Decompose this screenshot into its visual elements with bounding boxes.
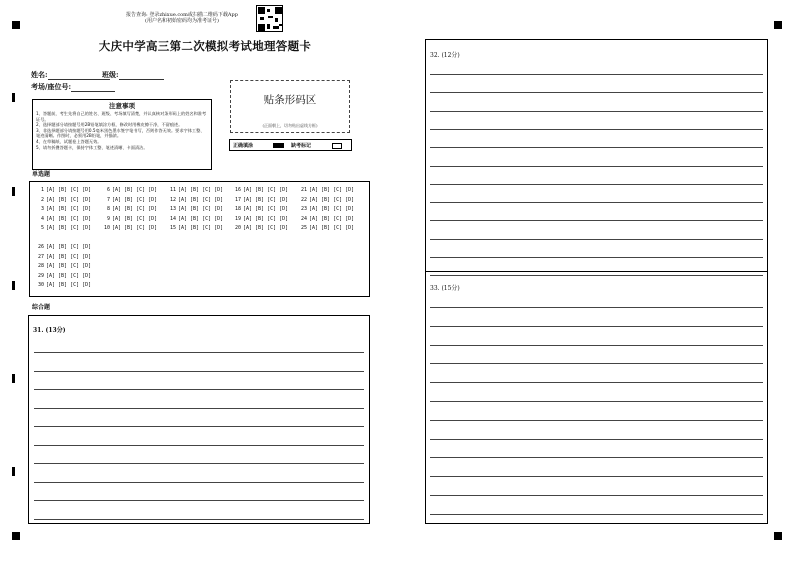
mcq-options[interactable]: [A] [B] [C] [D]: [309, 187, 355, 193]
qr-code: [256, 5, 283, 32]
writing-line: [34, 352, 364, 353]
fill-example: [229, 139, 352, 151]
mcq-options[interactable]: [A] [B] [C] [D]: [112, 215, 158, 222]
q33-label: 33. (15分): [430, 285, 460, 292]
mcq-number: 17: [234, 196, 241, 203]
mcq-question-21[interactable]: [299, 187, 354, 193]
mcq-number: 3: [40, 206, 44, 212]
mcq-number: 10: [103, 225, 110, 231]
absent-mark-box[interactable]: [332, 143, 342, 149]
mcq-options[interactable]: [A] [B] [C] [D]: [309, 225, 355, 231]
mcq-number: 26: [37, 244, 44, 250]
mcq-question-18[interactable]: [233, 206, 288, 212]
timing-mark: [12, 187, 15, 196]
mcq-number: 1: [40, 187, 44, 193]
mcq-question-26[interactable]: [36, 244, 91, 250]
mcq-number: 27: [37, 253, 44, 260]
mcq-options[interactable]: [A] [B] [C] [D]: [178, 215, 224, 222]
mcq-box: [29, 181, 370, 297]
corner-mark-top-left: [12, 21, 20, 29]
mcq-question-4[interactable]: [36, 216, 91, 222]
correct-fill-sample: [273, 143, 284, 148]
mcq-options[interactable]: [A] [B] [C] [D]: [243, 225, 289, 231]
notes-item: 3、非选择题部分请按题号用0.5毫米黑色墨水签字笔书写，否则作答无效。要求字体工整、笔迹清晰。作图时，必须用2B铅笔，并描浓。: [36, 127, 205, 139]
report-notice: [112, 12, 252, 24]
barcode-area: [230, 80, 350, 133]
mcq-question-19[interactable]: [233, 216, 288, 222]
writing-line: [430, 202, 763, 203]
mcq-question-22[interactable]: [299, 197, 354, 203]
composite-section-label: 综合题: [32, 304, 51, 311]
mcq-number: 13: [169, 206, 176, 212]
writing-line: [430, 495, 763, 496]
writing-line: [34, 482, 364, 483]
mcq-question-2[interactable]: [36, 197, 91, 203]
writing-line: [430, 111, 763, 112]
mcq-number: 2: [40, 196, 44, 203]
mcq-options[interactable]: [A] [B] [C] [D]: [309, 206, 355, 212]
writing-line: [430, 92, 763, 93]
room-seat-field[interactable]: [31, 82, 115, 92]
mcq-number: 22: [300, 196, 307, 203]
report-notice-line2: (用户名和初始密码均为准考证号): [145, 18, 219, 24]
q31-label: 31. (13分): [33, 327, 66, 334]
mcq-number: 5: [40, 225, 44, 231]
mcq-options[interactable]: [A] [B] [C] [D]: [178, 206, 224, 212]
mcq-number: 25: [300, 225, 307, 231]
mcq-options[interactable]: [A] [B] [C] [D]: [178, 196, 224, 203]
writing-line: [34, 519, 364, 520]
mcq-question-7[interactable]: [102, 197, 157, 203]
mcq-number: 4: [40, 215, 44, 222]
mcq-question-23[interactable]: [299, 206, 354, 212]
mcq-options[interactable]: [A] [B] [C] [D]: [309, 215, 355, 222]
mcq-options[interactable]: [A] [B] [C] [D]: [243, 196, 289, 203]
notes-item: 1、答题前，考生先将自己的姓名、班级、考场填写清楚，并认真核对条形码上的姓名和准考证号。: [36, 111, 207, 122]
mcq-question-30[interactable]: [36, 282, 91, 288]
mcq-options[interactable]: [A] [B] [C] [D]: [46, 282, 92, 288]
writing-line: [430, 476, 763, 477]
mcq-options[interactable]: [A] [B] [C] [D]: [46, 253, 92, 260]
mcq-number: 9: [106, 215, 110, 222]
mcq-question-1[interactable]: [36, 187, 91, 193]
writing-line: [34, 463, 364, 464]
mcq-number: 28: [37, 263, 44, 269]
mcq-question-28[interactable]: [36, 263, 91, 269]
mcq-number: 20: [234, 225, 241, 231]
mcq-number: 7: [106, 196, 110, 203]
writing-line: [430, 326, 763, 327]
mcq-options[interactable]: [A] [B] [C] [D]: [112, 187, 158, 193]
mcq-question-14[interactable]: [168, 216, 223, 222]
name-field[interactable]: [31, 70, 110, 80]
corner-mark-bottom-right: [774, 532, 782, 540]
timing-mark: [12, 374, 15, 383]
mcq-options[interactable]: [A] [B] [C] [D]: [243, 187, 289, 193]
class-field[interactable]: [102, 70, 164, 80]
writing-line: [430, 184, 763, 185]
mcq-options[interactable]: [A] [B] [C] [D]: [46, 206, 92, 212]
mcq-options[interactable]: [A] [B] [C] [D]: [309, 196, 355, 203]
writing-line: [430, 382, 763, 383]
notes-item: 5、请勿折叠答题卡，保持字体工整、笔迹清晰、卡面清洁。: [36, 144, 148, 150]
writing-line: [430, 166, 763, 167]
room-seat-label: 考场/座位号:: [31, 82, 72, 91]
mcq-question-24[interactable]: [299, 216, 354, 222]
writing-line: [34, 445, 364, 446]
writing-line: [34, 500, 364, 501]
name-label: 姓名:: [31, 70, 48, 79]
q32-label: 32. (12分): [430, 52, 460, 59]
mcq-question-8[interactable]: [102, 206, 157, 212]
mcq-number: 14: [169, 215, 176, 222]
mcq-number: 15: [169, 225, 176, 231]
writing-line: [34, 371, 364, 372]
mcq-options[interactable]: [A] [B] [C] [D]: [46, 187, 92, 193]
writing-line: [430, 307, 763, 308]
mcq-question-15[interactable]: [168, 225, 223, 231]
mcq-number: 30: [37, 282, 44, 288]
writing-line: [430, 457, 763, 458]
writing-line: [430, 420, 763, 421]
mcq-question-9[interactable]: [102, 216, 157, 222]
writing-line: [430, 147, 763, 148]
mcq-options[interactable]: [A] [B] [C] [D]: [243, 215, 289, 222]
mcq-options[interactable]: [A] [B] [C] [D]: [46, 272, 92, 279]
absent-mark-label: 缺考标记: [291, 143, 312, 149]
mcq-number: 23: [300, 206, 307, 212]
answer-box-q31[interactable]: [28, 315, 370, 524]
writing-line: [430, 239, 763, 240]
mcq-question-25[interactable]: [299, 225, 354, 231]
mcq-number: 18: [234, 206, 241, 212]
answer-box-q32[interactable]: [425, 39, 768, 272]
mcq-question-20[interactable]: [233, 225, 288, 231]
timing-mark: [12, 467, 15, 476]
mcq-options[interactable]: [A] [B] [C] [D]: [178, 225, 224, 231]
mcq-number: 11: [169, 187, 176, 193]
mcq-options[interactable]: [A] [B] [C] [D]: [243, 206, 289, 212]
mcq-question-3[interactable]: [36, 206, 91, 212]
correct-fill-label: 正确填涂: [233, 143, 254, 149]
mcq-number: 16: [234, 187, 241, 193]
mcq-options[interactable]: [A] [B] [C] [D]: [46, 225, 92, 231]
writing-line: [34, 389, 364, 390]
mcq-options[interactable]: [A] [B] [C] [D]: [46, 263, 92, 269]
mcq-question-16[interactable]: [233, 187, 288, 193]
notes-box: [32, 99, 212, 170]
mcq-question-17[interactable]: [233, 197, 288, 203]
writing-line: [430, 439, 763, 440]
mcq-question-29[interactable]: [36, 273, 91, 279]
writing-line: [430, 74, 763, 75]
timing-mark: [12, 281, 15, 290]
mcq-number: 8: [106, 206, 110, 212]
notes-item: 2、选择题部分请按题号用2B铅笔填涂方框，修改时用橡皮擦干净，不留痕迹。: [36, 122, 183, 128]
answer-box-q33[interactable]: [425, 271, 768, 524]
mcq-options[interactable]: [A] [B] [C] [D]: [46, 244, 92, 250]
mcq-number: 29: [37, 272, 44, 279]
writing-line: [430, 514, 763, 515]
mcq-question-6[interactable]: [102, 187, 157, 193]
barcode-hint: (正面朝上，切勿贴出虚线方框): [262, 123, 318, 128]
mcq-section-label: 单选题: [32, 171, 51, 178]
mcq-question-11[interactable]: [168, 187, 223, 193]
class-label: 班级:: [102, 70, 119, 79]
writing-line: [34, 426, 364, 427]
page-title: 大庆中学高三第二次模拟考试地理答题卡: [98, 39, 312, 53]
writing-line: [430, 401, 763, 402]
corner-mark-bottom-left: [12, 532, 20, 540]
corner-mark-top-right: [774, 21, 782, 29]
mcq-number: 6: [106, 187, 110, 193]
mcq-options[interactable]: [A] [B] [C] [D]: [112, 196, 158, 203]
mcq-number: 24: [300, 215, 307, 222]
report-notice-line1: 报告查询: 登录zhixue.com或扫描二维码下载App: [126, 12, 238, 18]
barcode-label: 贴条形码区: [263, 94, 317, 106]
timing-mark: [12, 93, 15, 102]
mcq-question-12[interactable]: [168, 197, 223, 203]
writing-line: [430, 129, 763, 130]
notes-item: 4、在草稿纸、试题卷上答题无效。: [36, 138, 102, 144]
mcq-number: 12: [169, 196, 176, 203]
writing-line: [430, 363, 763, 364]
mcq-options[interactable]: [A] [B] [C] [D]: [112, 225, 158, 231]
writing-line: [430, 257, 763, 258]
mcq-options[interactable]: [A] [B] [C] [D]: [178, 187, 224, 193]
notes-title: 注意事项: [109, 102, 135, 110]
mcq-options[interactable]: [A] [B] [C] [D]: [46, 215, 92, 222]
writing-line: [34, 408, 364, 409]
mcq-options[interactable]: [A] [B] [C] [D]: [46, 196, 92, 203]
mcq-question-10[interactable]: [102, 225, 157, 231]
mcq-number: 19: [234, 215, 241, 222]
mcq-question-5[interactable]: [36, 225, 91, 231]
mcq-number: 21: [300, 187, 307, 193]
mcq-question-13[interactable]: [168, 206, 223, 212]
writing-line: [430, 345, 763, 346]
mcq-question-27[interactable]: [36, 254, 91, 260]
mcq-options[interactable]: [A] [B] [C] [D]: [112, 206, 158, 212]
writing-line: [430, 220, 763, 221]
